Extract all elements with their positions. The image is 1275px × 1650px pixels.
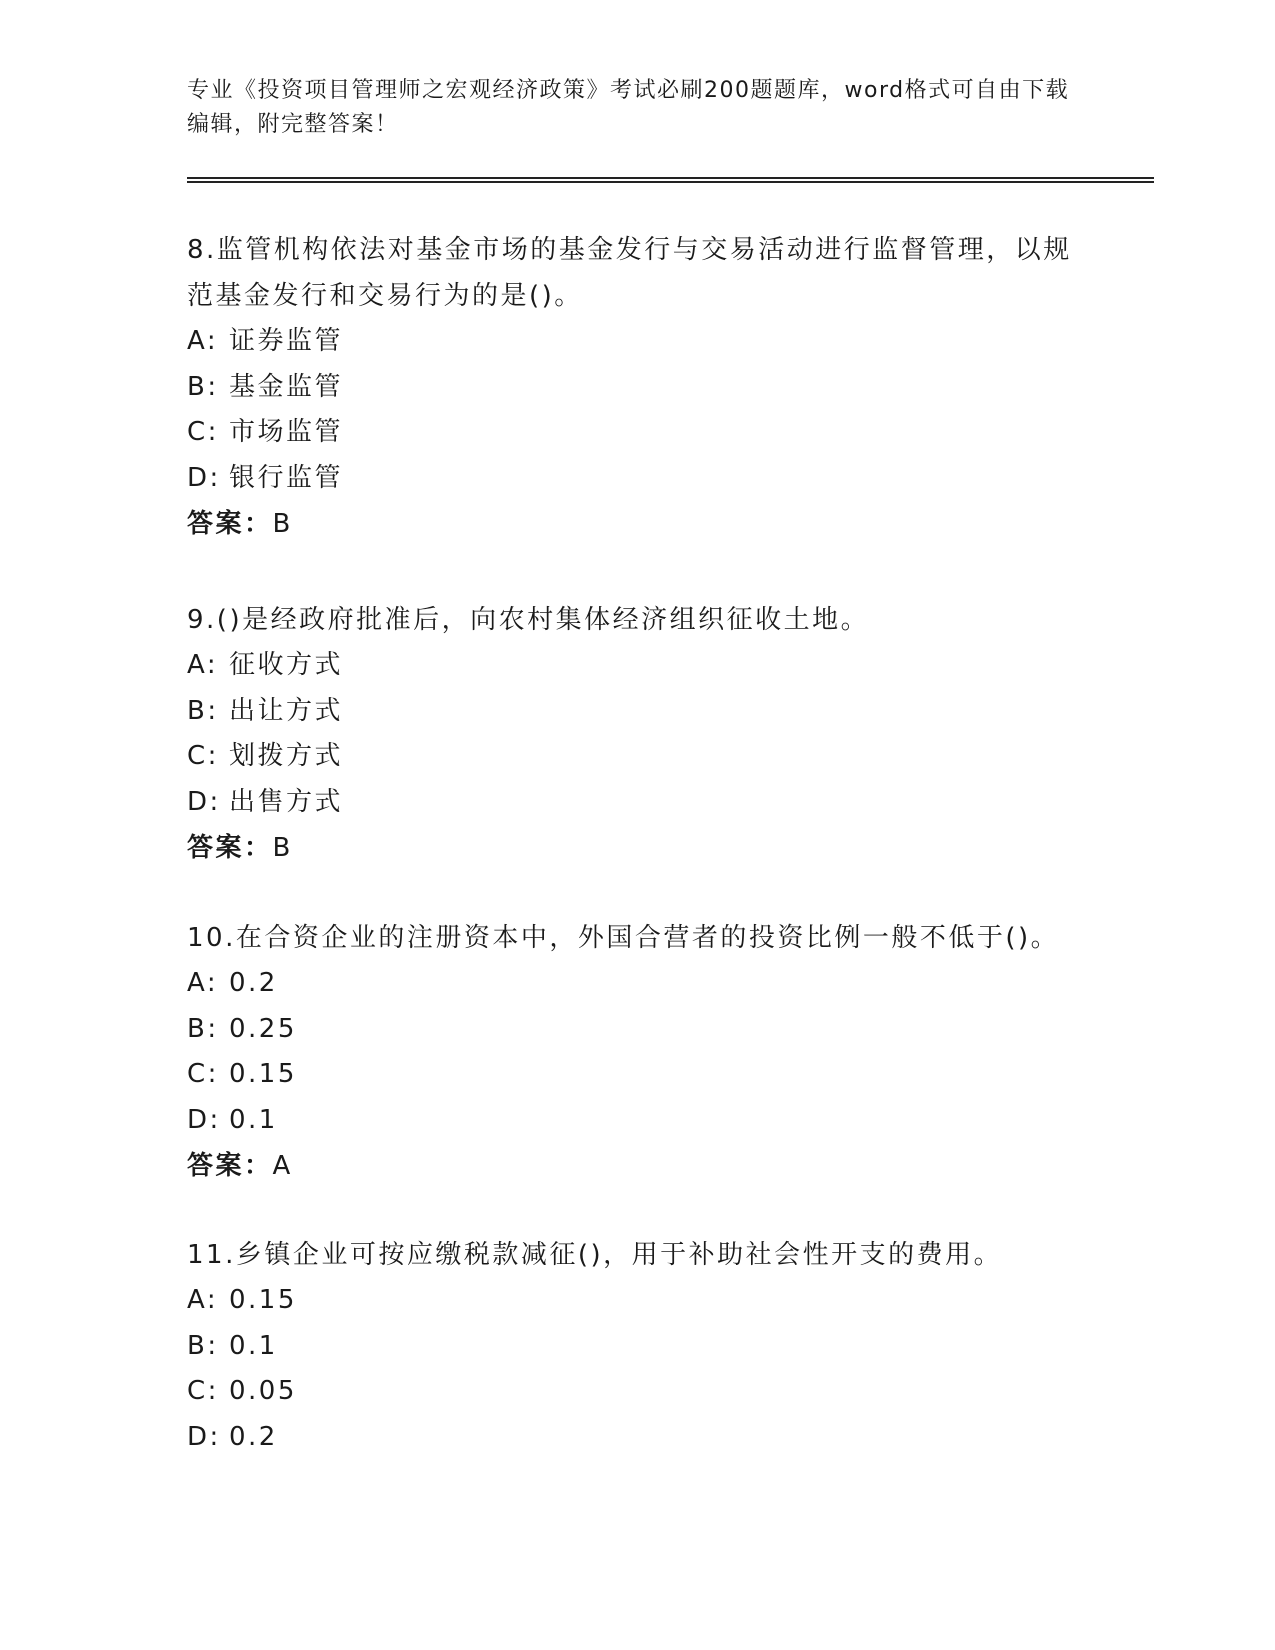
option-key: B:	[187, 1330, 219, 1361]
question-stem: 8.监管机构依法对基金市场的基金发行与交易活动进行监督管理，以规范基金发行和交易行为的是()。	[187, 235, 1072, 311]
question-9	[187, 597, 1087, 871]
option-key: B:	[187, 371, 219, 402]
option-b	[187, 1007, 1087, 1053]
option-a	[187, 1278, 1087, 1324]
option-key: A:	[187, 650, 219, 680]
option-key: D:	[187, 462, 221, 493]
question-11	[187, 1232, 1087, 1460]
option-c	[187, 410, 1087, 456]
option-text: 出售方式	[229, 786, 344, 817]
question-10	[187, 915, 1087, 1189]
option-key: A:	[187, 1285, 219, 1315]
option-d	[187, 1098, 1087, 1144]
option-text: 0.15	[229, 1059, 297, 1089]
option-text: 银行监管	[229, 462, 344, 493]
answer-value: A	[272, 1151, 293, 1181]
document-header: 专业《投资项目管理师之宏观经济政策》考试必刷200题题库，word格式可自由下载编辑，附完整答案！	[187, 78, 1070, 137]
answer-value: B	[272, 509, 293, 539]
question-8	[187, 227, 1087, 547]
option-b	[187, 689, 1087, 735]
option-text: 出让方式	[229, 695, 344, 726]
option-text: 0.1	[229, 1104, 278, 1135]
option-key: B:	[187, 695, 219, 726]
option-key: D:	[187, 1104, 221, 1135]
option-c	[187, 1052, 1087, 1098]
option-text: 0.1	[229, 1330, 278, 1361]
option-a	[187, 319, 1087, 365]
option-c	[187, 1369, 1087, 1415]
option-key: C:	[187, 1376, 219, 1406]
answer-line	[187, 825, 1087, 871]
option-key: D:	[187, 1421, 221, 1452]
option-key: A:	[187, 326, 219, 356]
header-double-rule	[187, 177, 1154, 183]
option-text: 征收方式	[229, 650, 344, 680]
option-b	[187, 365, 1087, 411]
option-text: 划拨方式	[229, 741, 344, 771]
question-stem: 11.乡镇企业可按应缴税款减征()，用于补助社会性开支的费用。	[187, 1240, 1003, 1270]
option-text: 0.05	[229, 1376, 297, 1406]
option-text: 证券监管	[229, 326, 344, 356]
option-text: 0.2	[229, 1421, 278, 1452]
answer-label: 答案：	[187, 1151, 273, 1181]
option-text: 0.25	[229, 1013, 297, 1044]
answer-line	[187, 501, 1087, 547]
option-key: D:	[187, 786, 221, 817]
option-text: 0.2	[229, 968, 278, 998]
option-c	[187, 734, 1087, 780]
option-key: C:	[187, 1059, 219, 1089]
question-stem: 10.在合资企业的注册资本中，外国合营者的投资比例一般不低于()。	[187, 923, 1060, 953]
answer-label: 答案：	[187, 833, 273, 863]
option-key: C:	[187, 741, 219, 771]
option-d	[187, 456, 1087, 502]
option-a	[187, 643, 1087, 689]
answer-line	[187, 1143, 1087, 1189]
option-b	[187, 1324, 1087, 1370]
option-d	[187, 780, 1087, 826]
answer-value: B	[272, 833, 293, 863]
option-text: 基金监管	[229, 371, 344, 402]
answer-label: 答案：	[187, 509, 273, 539]
option-text: 市场监管	[229, 417, 344, 447]
option-a	[187, 961, 1087, 1007]
question-stem: 9.()是经政府批准后，向农村集体经济组织征收土地。	[187, 605, 870, 635]
option-key: C:	[187, 417, 219, 447]
option-d	[187, 1415, 1087, 1461]
option-text: 0.15	[229, 1285, 297, 1315]
option-key: B:	[187, 1013, 219, 1044]
option-key: A:	[187, 968, 219, 998]
